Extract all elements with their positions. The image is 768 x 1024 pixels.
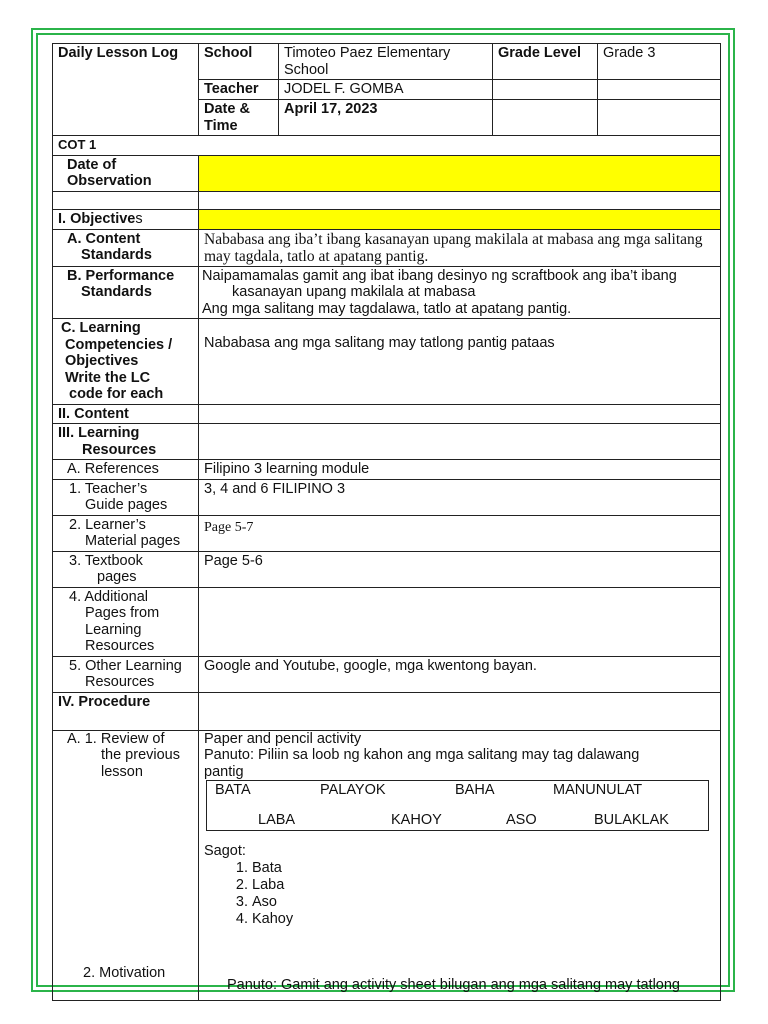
- references-value: Filipino 3 learning module: [199, 460, 721, 480]
- word-item: KAHOY: [391, 812, 442, 828]
- learning-competencies-value: Nababasa ang mga salitang may tatlong pantig pataas: [199, 319, 721, 405]
- word-item: BULAKLAK: [594, 812, 669, 828]
- other-resources-label: 5. Other Learning Resources: [53, 656, 199, 692]
- content-standards-label: A. Content Standards: [53, 229, 199, 266]
- content-standards-value: Nababasa ang iba’t ibang kasanayan upang makilala at mabasa ang mga salitang may tagdala, tatlo at apatang pantig.: [199, 229, 721, 266]
- learners-material-value: Page 5-7: [199, 515, 721, 551]
- date-observation-label: Date of Observation: [53, 155, 199, 191]
- empty-cell: [199, 191, 721, 209]
- performance-standards-value: Naipamamalas gamit ang ibat ibang desinyo ng scraftbook ang iba’t ibang kasanayan upang makilala at mabasa Ang mga salitang may tagdalawa, tatlo at apatang pantig.: [199, 266, 721, 319]
- teachers-guide-label: 1. Teacher’s Guide pages: [53, 479, 199, 515]
- answer-list: [204, 860, 715, 928]
- answer-item: 3. Aso: [252, 894, 715, 911]
- daily-lesson-log-label: Daily Lesson Log: [53, 44, 199, 136]
- date-value: April 17, 2023: [279, 100, 493, 136]
- word-item: ASO: [506, 812, 537, 828]
- date-observation-value: [199, 155, 721, 191]
- procedure-label: IV. Procedure: [53, 692, 199, 730]
- answer-item: 1. Bata: [252, 860, 715, 877]
- school-label: School: [199, 44, 279, 80]
- word-item: LABA: [258, 812, 296, 828]
- learners-material-label: 2. Learner’s Material pages: [53, 515, 199, 551]
- empty-cell: [493, 80, 598, 100]
- grade-level-value: Grade 3: [598, 44, 721, 80]
- answer-item: 2. Laba: [252, 877, 715, 894]
- references-label: A. References: [53, 460, 199, 480]
- content-label: II. Content: [53, 404, 199, 424]
- school-value: Timoteo Paez Elementary School: [279, 44, 493, 80]
- empty-cell: [53, 191, 199, 209]
- teacher-label: Teacher: [199, 80, 279, 100]
- word-item: PALAYOK: [320, 782, 386, 798]
- additional-pages-value: [199, 587, 721, 656]
- textbook-pages-label: 3. Textbook pages: [53, 551, 199, 587]
- textbook-pages-value: Page 5-6: [199, 551, 721, 587]
- content-value: [199, 404, 721, 424]
- word-item: MANUNULAT: [553, 782, 643, 798]
- objectives-value: [199, 209, 721, 229]
- date-time-label: Date & Time: [199, 100, 279, 136]
- daily-lesson-log-table: [52, 43, 721, 1001]
- word-item: BAHA: [455, 782, 495, 798]
- word-choice-box: [206, 780, 709, 831]
- learning-resources-label: III. Learning Resources: [53, 424, 199, 460]
- learning-resources-value: [199, 424, 721, 460]
- review-activity: Paper and pencil activity: [204, 730, 362, 747]
- teacher-value: JODEL F. GOMBA: [279, 80, 493, 100]
- objectives-label: I. Objectives: [53, 209, 199, 229]
- cot-label: COT 1: [53, 136, 721, 156]
- motivation-label: 2. Motivation: [83, 964, 166, 981]
- review-label: A. 1. Review of the previous lesson 2. Motivation: [53, 730, 199, 1000]
- review-instruction: Panuto: Piliin sa loob ng kahon ang mga salitang may tag dalawang pantig: [204, 747, 640, 780]
- answer-label: Sagot:: [204, 843, 246, 859]
- word-item: BATA: [215, 782, 251, 798]
- other-resources-value: Google and Youtube, google, mga kwentong bayan.: [199, 656, 721, 692]
- review-content: [199, 730, 721, 1000]
- empty-cell: [598, 100, 721, 136]
- motivation-instruction: Panuto: Gamit ang activity sheet bilugan ang mga salitang may tatlong: [227, 976, 680, 993]
- learning-competencies-label: C. Learning Competencies / Objectives Write the LC code for each: [53, 319, 199, 405]
- grade-level-label: Grade Level: [493, 44, 598, 80]
- empty-cell: [493, 100, 598, 136]
- empty-cell: [598, 80, 721, 100]
- performance-standards-label: B. Performance Standards: [53, 266, 199, 319]
- answer-item: 4. Kahoy: [252, 911, 715, 928]
- additional-pages-label: 4. Additional Pages from Learning Resources: [53, 587, 199, 656]
- procedure-value: [199, 692, 721, 730]
- teachers-guide-value: 3, 4 and 6 FILIPINO 3: [199, 479, 721, 515]
